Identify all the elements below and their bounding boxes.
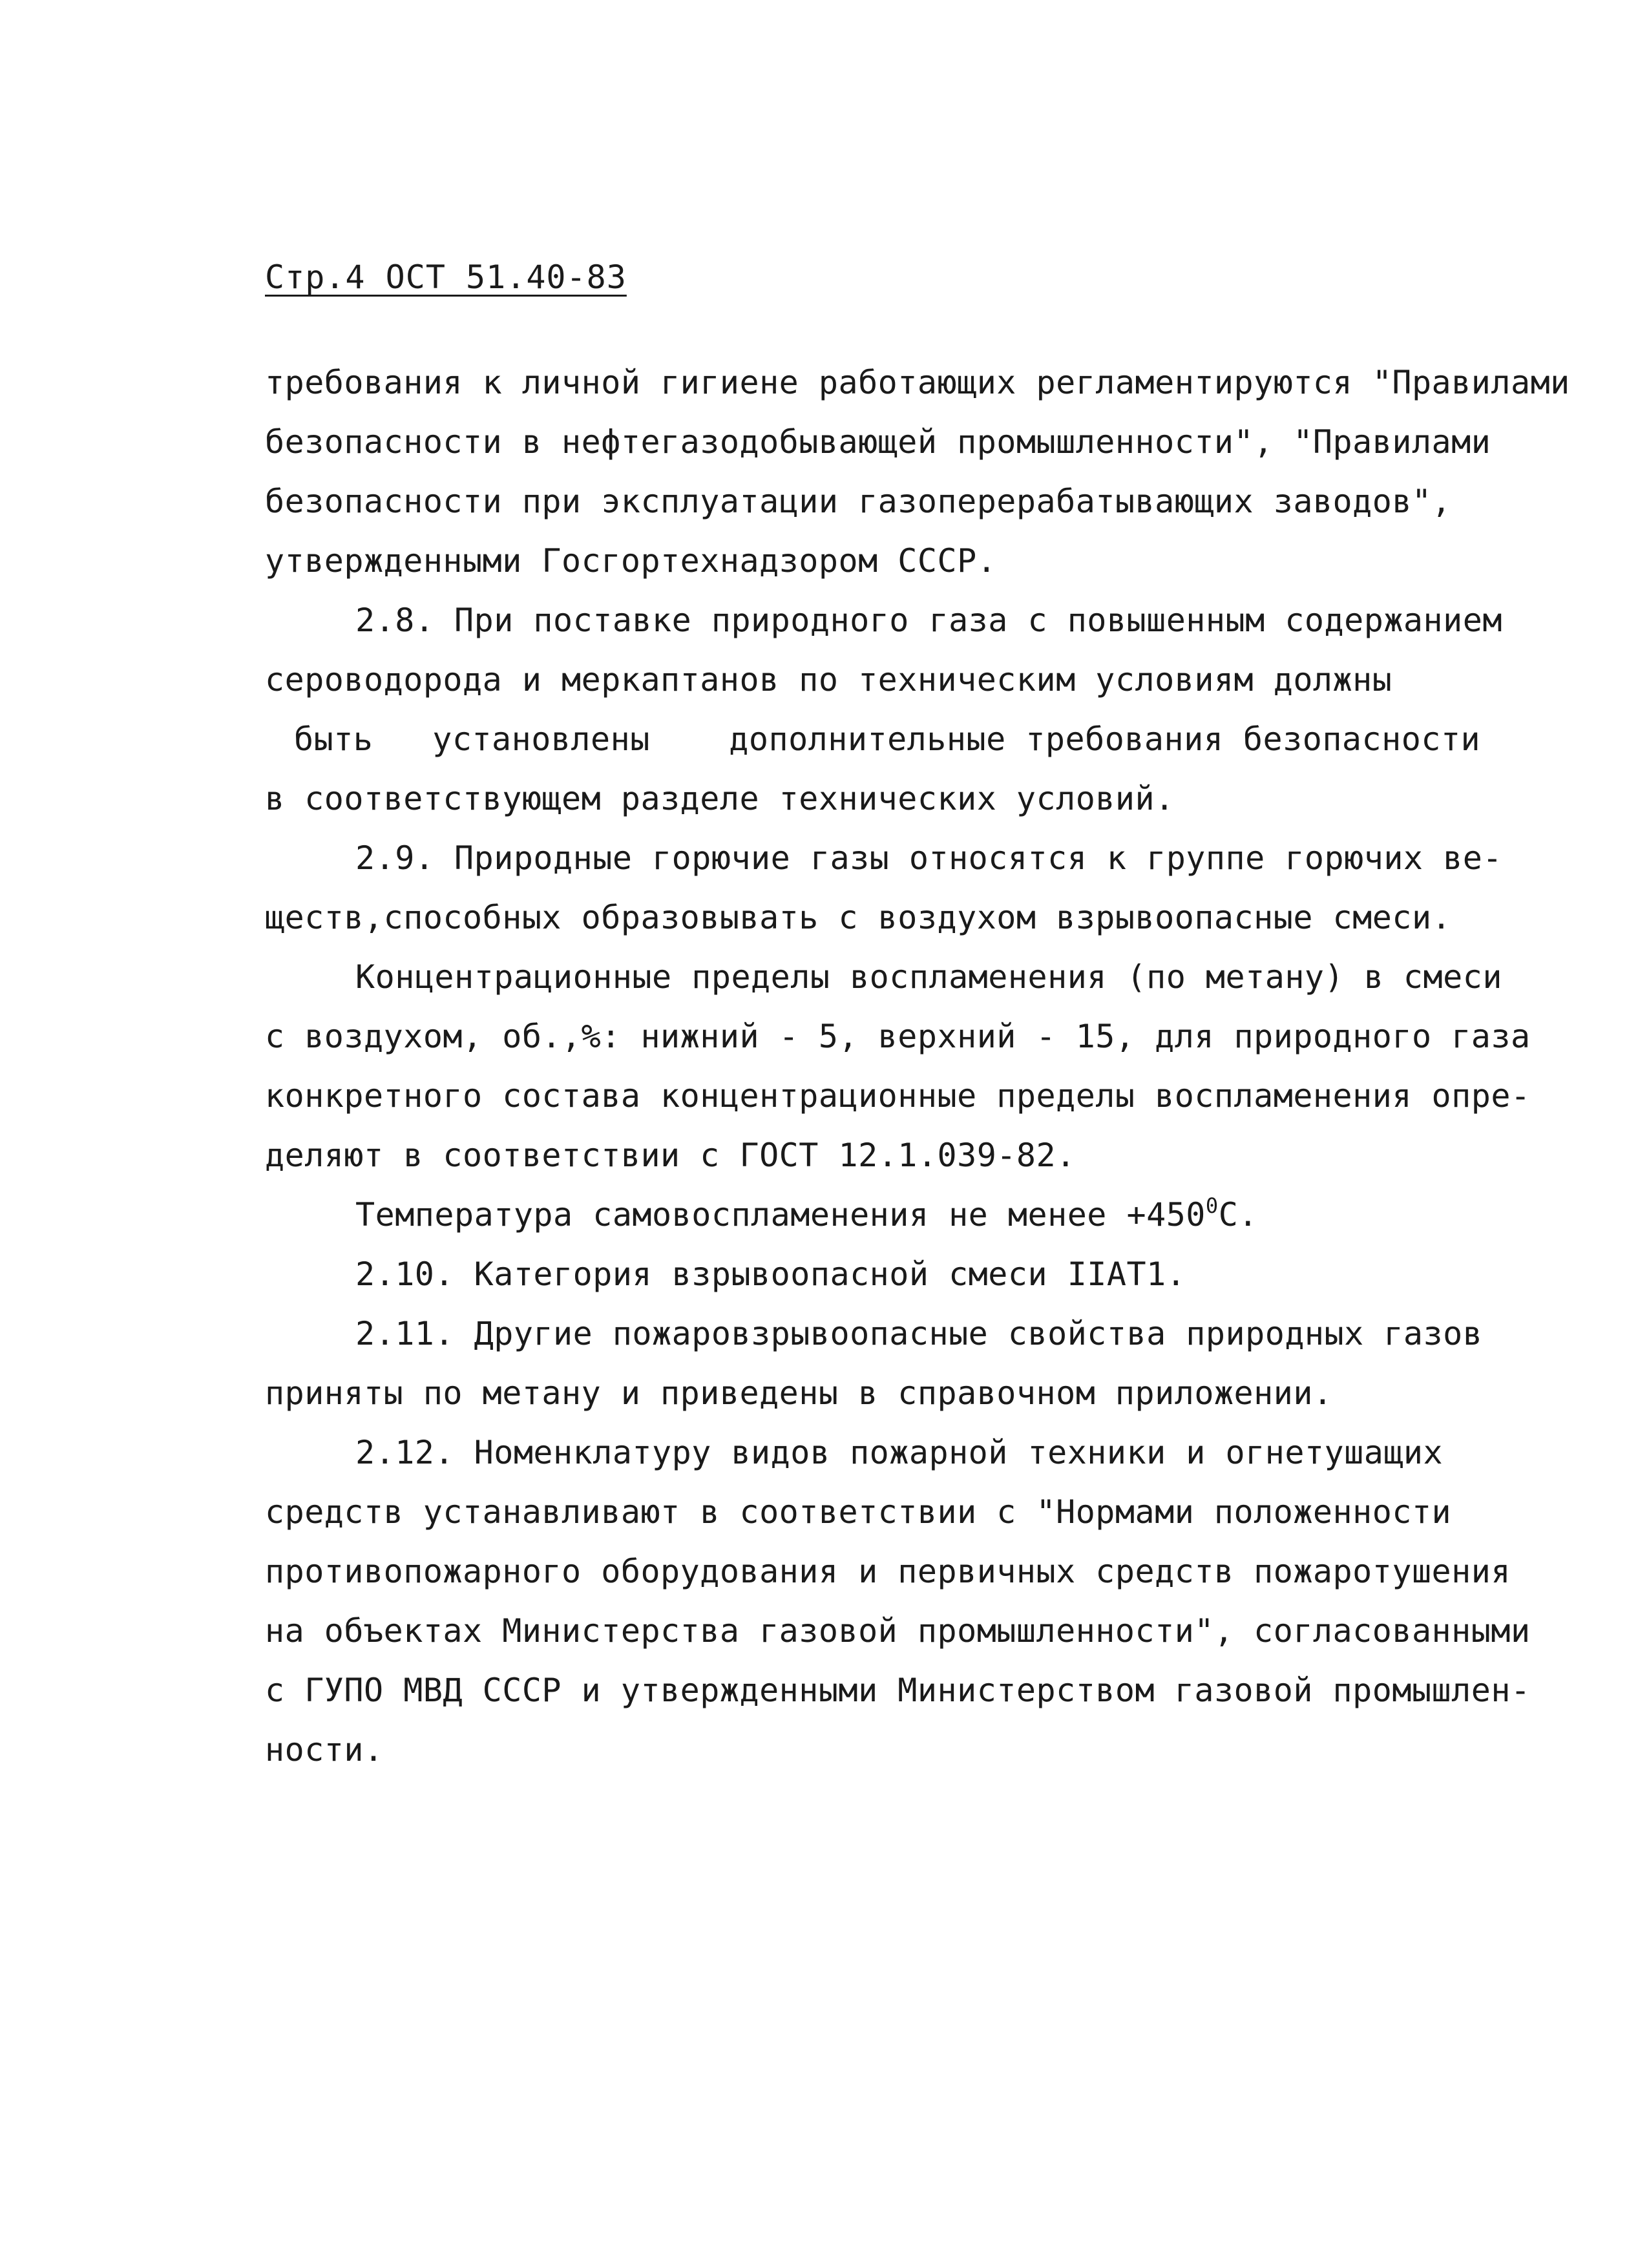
text-line-23: с ГУПО МВД СССР и утвержденными Министерством газовой промышлен-	[265, 1672, 1531, 1709]
paragraph-2-9-start: 2.9. Природные горючие газы относятся к группе горючих ве-	[355, 839, 1502, 877]
text-line-2: безопасности в нефтегазодобывающей промышленности", "Правилами	[265, 423, 1491, 461]
paragraph-2-10: 2.10. Категория взрывоопасной смеси IIАТ1.	[355, 1255, 1186, 1293]
paragraph-2-11-start: 2.11. Другие пожаровзрывоопасные свойства природных газов	[355, 1315, 1483, 1352]
degree-superscript: 0	[1205, 1193, 1219, 1218]
autoignition-temperature-line	[355, 1195, 1258, 1238]
paragraph-2-12-start: 2.12. Номенклатуру видов пожарной техники и огнетушащих	[355, 1434, 1444, 1471]
text-line-1: требования к личной гигиене работающих регламентируются "Правилами	[265, 364, 1570, 401]
autoignition-unit: С.	[1218, 1196, 1258, 1234]
paragraph-limits-start: Концентрационные пределы воспламенения (по метану) в смеси	[355, 958, 1502, 996]
text-line-8: в соответствующем разделе технических условий.	[265, 780, 1175, 817]
text-line-13: конкретного состава концентрационные пределы воспламенения опре-	[265, 1077, 1531, 1115]
text-line-22: на объектах Министерства газовой промышленности", согласованными	[265, 1612, 1531, 1650]
text-line-14: деляют в соответствии с ГОСТ 12.1.039-82.	[265, 1137, 1076, 1174]
text-line-4: утвержденными Госгортехнадзором СССР.	[265, 542, 997, 580]
text-line-12: с воздухом, об.,%: нижний - 5, верхний - 15, для природного газа	[265, 1018, 1531, 1055]
page-header: Стр.4 ОСТ 51.40-83	[265, 258, 627, 296]
text-line-20: средств устанавливают в соответствии с "Нормами положенности	[265, 1493, 1452, 1531]
text-line-10: ществ,способных образовывать с воздухом взрывоопасные смеси.	[265, 899, 1452, 936]
text-line-18: приняты по метану и приведены в справочном приложении.	[265, 1374, 1333, 1412]
text-line-6: сероводорода и меркаптанов по техническим условиям должны	[265, 661, 1392, 698]
autoignition-text: Температура самовоспламенения не менее +450	[355, 1196, 1206, 1234]
text-line-21: противопожарного оборудования и первичных средств пожаротушения	[265, 1553, 1511, 1590]
text-line-3: безопасности при эксплуатации газоперерабатывающих заводов",	[265, 483, 1452, 520]
paragraph-2-8-start: 2.8. При поставке природного газа с повышенным содержанием	[355, 602, 1502, 639]
text-line-24: ности.	[265, 1731, 384, 1769]
text-line-7: быть установлены дополнительные требования безопасности	[294, 720, 1481, 758]
